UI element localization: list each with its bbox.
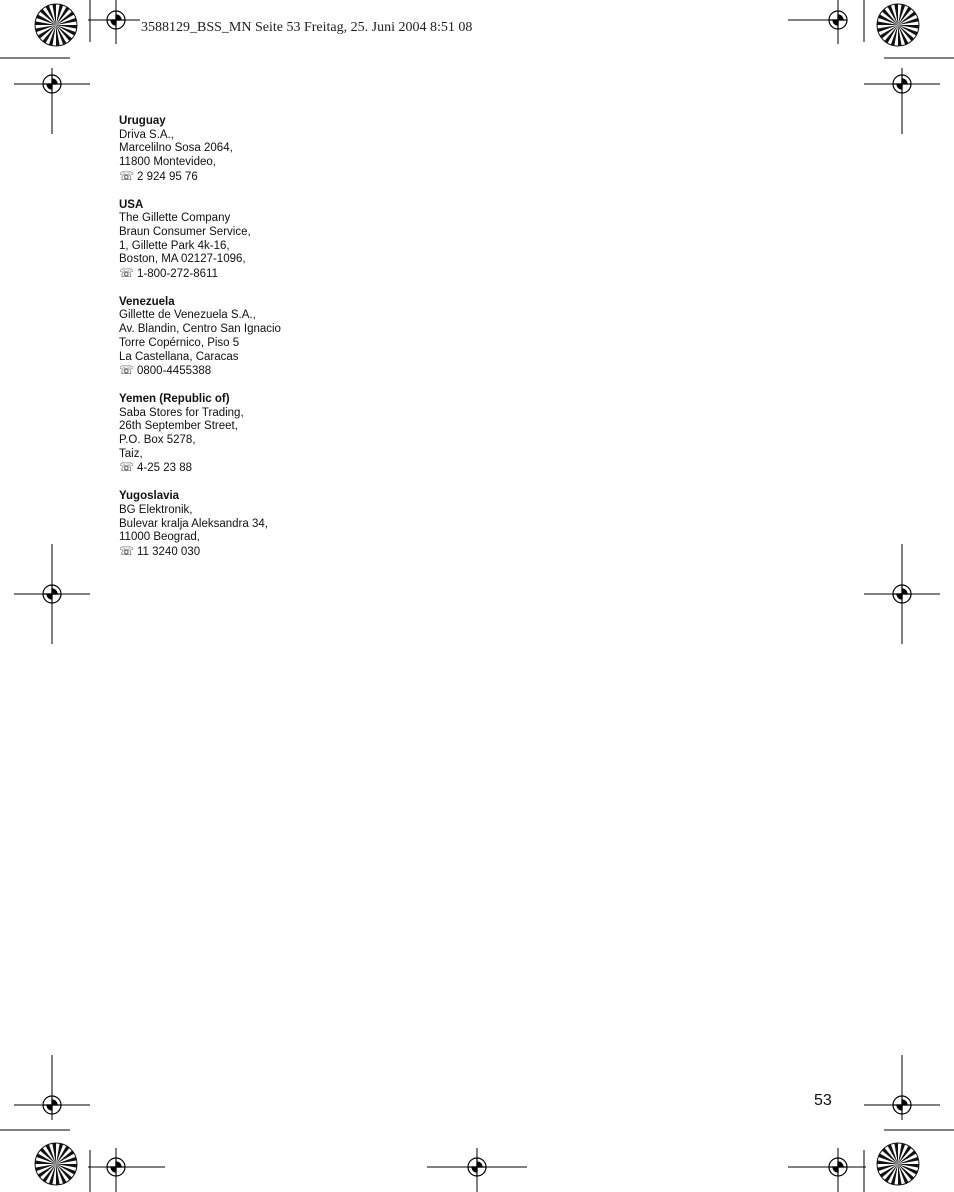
address-entry [119, 296, 519, 379]
phone-line [119, 545, 519, 560]
phone-number: 2 924 95 76 [137, 170, 198, 183]
address-list [119, 115, 519, 574]
address-line: 1, Gillette Park 4k-16, [119, 239, 230, 252]
address-line: 26th September Street, [119, 420, 238, 433]
phone-icon: ☏ [119, 266, 135, 281]
address-entry [119, 199, 519, 282]
address-line: Torre Copérnico, Piso 5 [119, 336, 240, 349]
address-line: Saba Stores for Trading, [119, 406, 244, 419]
phone-icon: ☏ [119, 460, 135, 475]
address-entry [119, 393, 519, 476]
star-target-mark [35, 4, 77, 46]
phone-line [119, 267, 519, 282]
phone-number: 0800-4455388 [137, 365, 212, 378]
phone-line [119, 461, 519, 476]
country-heading: Venezuela [119, 295, 175, 308]
country-heading: Yemen (Republic of) [119, 392, 230, 405]
address-line: Boston, MA 02127-1096, [119, 253, 246, 266]
address-line: 11800 Montevideo, [119, 156, 216, 169]
address-line: Taiz, [119, 447, 143, 460]
address-entry [119, 490, 519, 560]
address-line: La Castellana, Caracas [119, 350, 239, 363]
country-heading: USA [119, 198, 144, 211]
print-slug: 3588129_BSS_MN Seite 53 Freitag, 25. Juni 2004 8:51 08 [141, 20, 473, 35]
address-line: The Gillette Company [119, 212, 231, 225]
address-line: BG Elektronik, [119, 503, 193, 516]
address-line: Driva S.A., [119, 128, 174, 141]
phone-icon: ☏ [119, 543, 135, 558]
address-line: 11000 Beograd, [119, 531, 200, 544]
phone-line [119, 170, 519, 185]
address-line: Bulevar kralja Aleksandra 34, [119, 517, 268, 530]
star-target-mark [877, 1143, 919, 1185]
phone-icon: ☏ [119, 168, 135, 183]
phone-line [119, 364, 519, 379]
page-number: 53 [814, 1092, 832, 1109]
country-heading: Uruguay [119, 115, 166, 127]
country-heading: Yugoslavia [119, 490, 180, 503]
phone-number: 11 3240 030 [137, 545, 201, 558]
address-line: Gillette de Venezuela S.A., [119, 309, 256, 322]
phone-number: 1-800-272-8611 [137, 268, 218, 281]
phone-icon: ☏ [119, 363, 135, 378]
address-line: Av. Blandin, Centro San Ignacio [119, 323, 281, 336]
address-line: Braun Consumer Service, [119, 225, 251, 238]
phone-number: 4-25 23 88 [137, 462, 192, 475]
star-target-mark [877, 4, 919, 46]
star-target-mark [35, 1143, 77, 1185]
address-line: P.O. Box 5278, [119, 434, 196, 447]
address-line: Marcelilno Sosa 2064, [119, 142, 233, 155]
address-entry [119, 115, 519, 185]
